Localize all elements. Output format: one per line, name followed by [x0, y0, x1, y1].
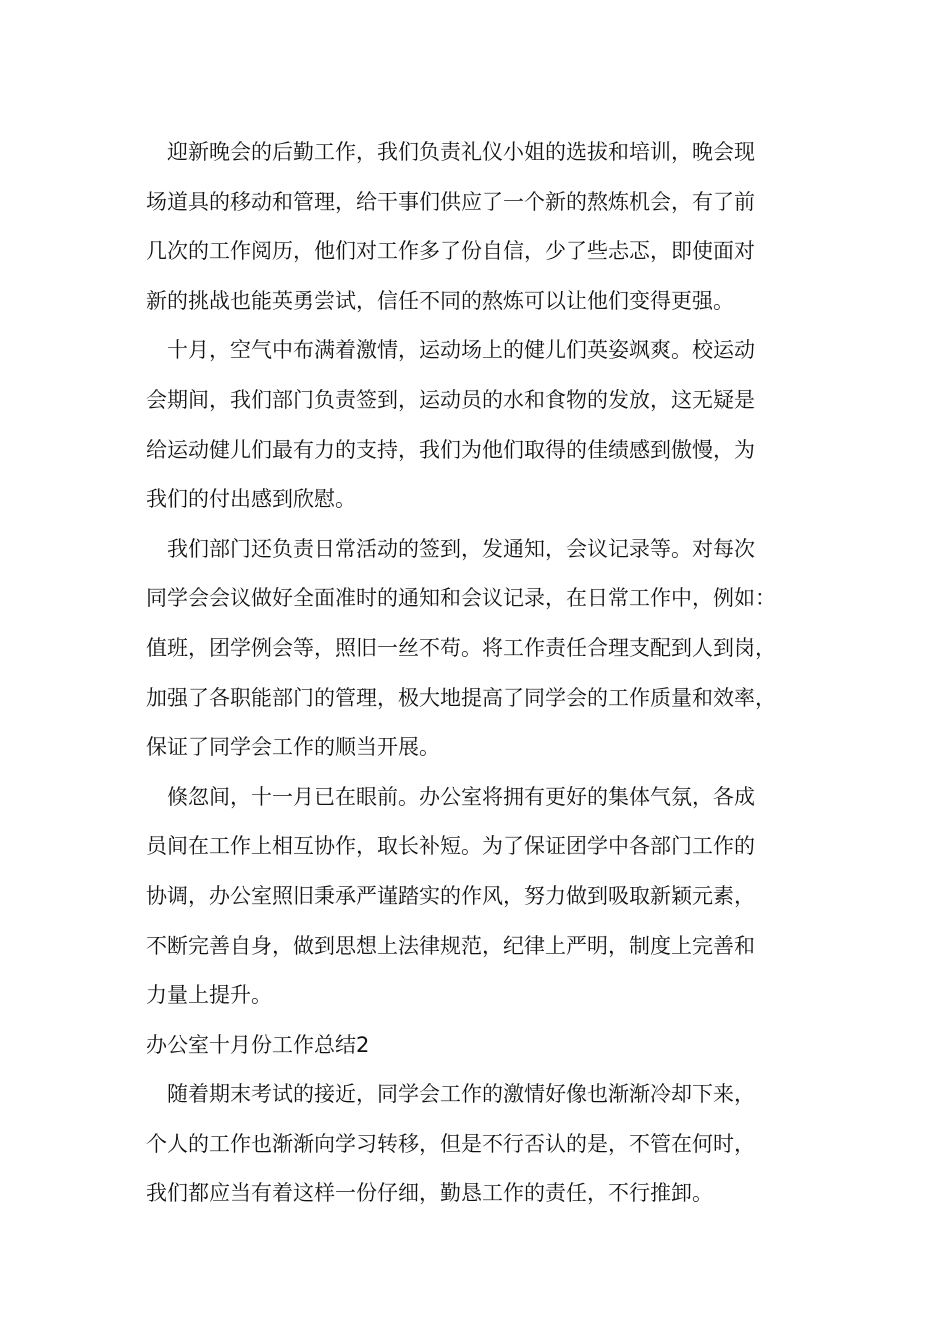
- paragraph-line: 倏忽间，十一月已在眼前。办公室将拥有更好的集体气氛，各成: [167, 784, 755, 809]
- paragraph-daily-duties: [146, 525, 836, 773]
- document-body: [146, 128, 836, 1219]
- paragraph-line: 我们的付出感到欣慰。: [146, 487, 356, 512]
- paragraph-line: 给运动健儿们最有力的支持，我们为他们取得的佳绩感到傲慢，为: [146, 437, 755, 462]
- paragraph-line: 十月，空气中布满着激情，运动场上的健儿们英姿飒爽。校运动: [167, 338, 755, 363]
- paragraph-line: 随着期末考试的接近，同学会工作的激情好像也渐渐冷却下来，: [167, 1082, 755, 1107]
- paragraph-exam-period: [146, 1070, 836, 1219]
- paragraph-gala-logistics: [146, 128, 836, 326]
- paragraph-line: 会期间，我们部门负责签到，运动员的水和食物的发放，这无疑是: [146, 387, 755, 412]
- paragraph-line: 个人的工作也渐渐向学习转移，但是不行否认的是，不管在何时，: [146, 1131, 755, 1156]
- paragraph-sports-meet: [146, 326, 836, 524]
- paragraph-line: 员间在工作上相互协作，取长补短。为了保证团学中各部门工作的: [146, 834, 755, 859]
- paragraph-line: 力量上提升。: [146, 983, 272, 1008]
- paragraph-line: 我们都应当有着这样一份仔细，勤恳工作的责任，不行推卸。: [146, 1181, 713, 1206]
- paragraph-line: 同学会会议做好全面准时的通知和会议记录，在日常工作中，例如：: [146, 586, 776, 611]
- paragraph-line: 协调，办公室照旧秉承严谨踏实的作风，努力做到吸取新颖元素，: [146, 883, 755, 908]
- paragraph-line: 不断完善自身，做到思想上法律规范，纪律上严明，制度上完善和: [146, 933, 755, 958]
- paragraph-line: 保证了同学会工作的顺当开展。: [146, 735, 440, 760]
- paragraph-line: 新的挑战也能英勇尝试，信任不同的熬炼可以让他们变得更强。: [146, 288, 734, 313]
- paragraph-line: 我们部门还负责日常活动的签到，发通知，会议记录等。对每次: [167, 536, 755, 561]
- paragraph-line: 几次的工作阅历，他们对工作多了份自信，少了些忐忑，即使面对: [146, 239, 755, 264]
- section-heading: 办公室十月份工作总结2: [146, 1032, 370, 1057]
- paragraph-line: 加强了各职能部门的管理，极大地提高了同学会的工作质量和效率，: [146, 685, 776, 710]
- paragraph-line: 迎新晚会的后勤工作，我们负责礼仪小姐的选拔和培训，晚会现: [167, 140, 755, 164]
- paragraph-line: 场道具的移动和管理，给干事们供应了一个新的熬炼机会，有了前: [146, 189, 755, 214]
- paragraph-line: 值班，团学例会等，照旧一丝不苟。将工作责任合理支配到人到岗，: [146, 635, 776, 660]
- paragraph-november-outlook: [146, 773, 836, 1021]
